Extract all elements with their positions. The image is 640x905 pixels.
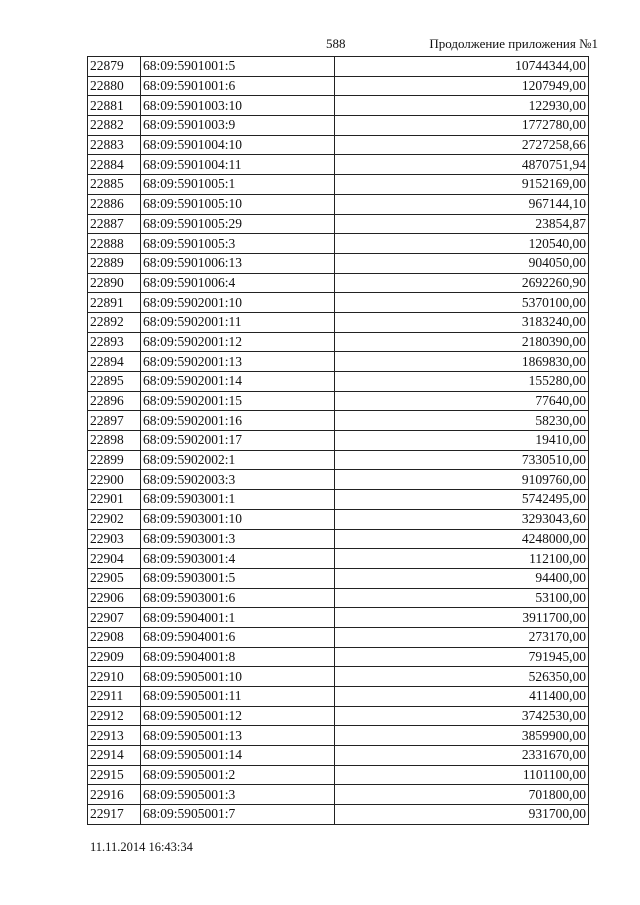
cadastral-number: 68:09:5901005:29	[141, 214, 335, 234]
row-number: 22900	[88, 470, 141, 490]
table-body	[88, 57, 589, 825]
cadastral-value: 3183240,00	[335, 312, 589, 332]
table-row	[88, 293, 589, 313]
cadastral-value: 3742530,00	[335, 706, 589, 726]
row-number: 22893	[88, 332, 141, 352]
cadastral-number: 68:09:5901005:10	[141, 194, 335, 214]
table-row	[88, 470, 589, 490]
table-row	[88, 273, 589, 293]
cadastral-value: 112100,00	[335, 549, 589, 569]
cadastral-number: 68:09:5905001:10	[141, 667, 335, 687]
table-row	[88, 568, 589, 588]
table-row	[88, 509, 589, 529]
cadastral-number: 68:09:5903001:5	[141, 568, 335, 588]
cadastral-number: 68:09:5904001:8	[141, 647, 335, 667]
cadastral-number: 68:09:5901001:6	[141, 76, 335, 96]
cadastral-number: 68:09:5901006:13	[141, 253, 335, 273]
row-number: 22885	[88, 175, 141, 195]
cadastral-value: 701800,00	[335, 785, 589, 805]
row-number: 22904	[88, 549, 141, 569]
cadastral-value: 23854,87	[335, 214, 589, 234]
cadastral-value: 9109760,00	[335, 470, 589, 490]
cadastral-value: 5742495,00	[335, 490, 589, 510]
cadastral-number: 68:09:5902001:13	[141, 352, 335, 372]
cadastral-value: 1207949,00	[335, 76, 589, 96]
row-number: 22912	[88, 706, 141, 726]
cadastral-value: 931700,00	[335, 805, 589, 825]
table-row	[88, 549, 589, 569]
cadastral-number: 68:09:5905001:11	[141, 687, 335, 707]
cadastral-value: 3293043,60	[335, 509, 589, 529]
row-number: 22906	[88, 588, 141, 608]
cadastral-number: 68:09:5905001:14	[141, 746, 335, 766]
row-number: 22916	[88, 785, 141, 805]
cadastral-value: 411400,00	[335, 687, 589, 707]
table-row	[88, 234, 589, 254]
cadastral-value: 4870751,94	[335, 155, 589, 175]
cadastral-number: 68:09:5904001:6	[141, 627, 335, 647]
table-row	[88, 627, 589, 647]
table-row	[88, 175, 589, 195]
cadastral-value: 967144,10	[335, 194, 589, 214]
table-row	[88, 529, 589, 549]
table-row	[88, 588, 589, 608]
cadastral-number: 68:09:5902001:14	[141, 372, 335, 392]
table-row	[88, 647, 589, 667]
row-number: 22917	[88, 805, 141, 825]
cadastral-number: 68:09:5902001:17	[141, 431, 335, 451]
row-number: 22890	[88, 273, 141, 293]
row-number: 22895	[88, 372, 141, 392]
row-number: 22881	[88, 96, 141, 116]
row-number: 22911	[88, 687, 141, 707]
cadastral-number: 68:09:5901005:3	[141, 234, 335, 254]
cadastral-number: 68:09:5903001:1	[141, 490, 335, 510]
cadastral-number: 68:09:5905001:3	[141, 785, 335, 805]
cadastral-number: 68:09:5901005:1	[141, 175, 335, 195]
cadastral-value: 58230,00	[335, 411, 589, 431]
cadastral-number: 68:09:5903001:3	[141, 529, 335, 549]
table-row	[88, 746, 589, 766]
row-number: 22901	[88, 490, 141, 510]
cadastral-value: 1772780,00	[335, 116, 589, 136]
row-number: 22896	[88, 391, 141, 411]
row-number: 22915	[88, 765, 141, 785]
row-number: 22892	[88, 312, 141, 332]
row-number: 22884	[88, 155, 141, 175]
cadastral-value: 122930,00	[335, 96, 589, 116]
cadastral-value: 791945,00	[335, 647, 589, 667]
row-number: 22909	[88, 647, 141, 667]
row-number: 22898	[88, 431, 141, 451]
cadastral-value: 273170,00	[335, 627, 589, 647]
row-number: 22889	[88, 253, 141, 273]
cadastral-value: 2331670,00	[335, 746, 589, 766]
cadastral-number: 68:09:5905001:2	[141, 765, 335, 785]
cadastral-number: 68:09:5901004:11	[141, 155, 335, 175]
cadastral-number: 68:09:5901001:5	[141, 57, 335, 77]
table-row	[88, 372, 589, 392]
table-row	[88, 667, 589, 687]
cadastral-value: 4248000,00	[335, 529, 589, 549]
cadastral-number: 68:09:5905001:12	[141, 706, 335, 726]
cadastral-number: 68:09:5904001:1	[141, 608, 335, 628]
table-row	[88, 608, 589, 628]
table-row	[88, 805, 589, 825]
cadastral-number: 68:09:5902001:11	[141, 312, 335, 332]
table-row	[88, 214, 589, 234]
cadastral-value: 2727258,66	[335, 135, 589, 155]
cadastral-value: 1869830,00	[335, 352, 589, 372]
row-number: 22880	[88, 76, 141, 96]
cadastral-number: 68:09:5902001:15	[141, 391, 335, 411]
row-number: 22913	[88, 726, 141, 746]
cadastral-number: 68:09:5902002:1	[141, 450, 335, 470]
table-row	[88, 431, 589, 451]
table-row	[88, 765, 589, 785]
cadastral-number: 68:09:5901004:10	[141, 135, 335, 155]
cadastral-number: 68:09:5901006:4	[141, 273, 335, 293]
cadastral-number: 68:09:5901003:9	[141, 116, 335, 136]
row-number: 22899	[88, 450, 141, 470]
cadastral-number: 68:09:5902001:16	[141, 411, 335, 431]
row-number: 22914	[88, 746, 141, 766]
row-number: 22907	[88, 608, 141, 628]
row-number: 22903	[88, 529, 141, 549]
table-row	[88, 785, 589, 805]
table-row	[88, 76, 589, 96]
table-row	[88, 194, 589, 214]
cadastral-value: 10744344,00	[335, 57, 589, 77]
cadastral-value: 94400,00	[335, 568, 589, 588]
row-number: 22879	[88, 57, 141, 77]
cadastral-value: 7330510,00	[335, 450, 589, 470]
row-number: 22888	[88, 234, 141, 254]
cadastral-number: 68:09:5901003:10	[141, 96, 335, 116]
cadastral-value: 53100,00	[335, 588, 589, 608]
table-row	[88, 352, 589, 372]
table-row	[88, 450, 589, 470]
row-number: 22887	[88, 214, 141, 234]
cadastral-number: 68:09:5905001:13	[141, 726, 335, 746]
page-heading: Продолжение приложения №1	[429, 36, 598, 51]
cadastral-number: 68:09:5903001:10	[141, 509, 335, 529]
cadastral-value-table	[87, 56, 589, 825]
table-row	[88, 687, 589, 707]
table-row	[88, 135, 589, 155]
row-number: 22905	[88, 568, 141, 588]
cadastral-value: 2692260,90	[335, 273, 589, 293]
cadastral-value: 155280,00	[335, 372, 589, 392]
cadastral-value: 1101100,00	[335, 765, 589, 785]
cadastral-value: 526350,00	[335, 667, 589, 687]
table-row	[88, 490, 589, 510]
table-row	[88, 391, 589, 411]
table-row	[88, 155, 589, 175]
table-row	[88, 332, 589, 352]
table-row	[88, 726, 589, 746]
cadastral-value: 904050,00	[335, 253, 589, 273]
row-number: 22908	[88, 627, 141, 647]
table-row	[88, 706, 589, 726]
row-number: 22897	[88, 411, 141, 431]
cadastral-value: 2180390,00	[335, 332, 589, 352]
cadastral-number: 68:09:5902001:10	[141, 293, 335, 313]
table-row	[88, 411, 589, 431]
cadastral-value: 19410,00	[335, 431, 589, 451]
cadastral-value: 77640,00	[335, 391, 589, 411]
cadastral-number: 68:09:5903001:6	[141, 588, 335, 608]
row-number: 22902	[88, 509, 141, 529]
row-number: 22883	[88, 135, 141, 155]
table-row	[88, 312, 589, 332]
footer-timestamp: 11.11.2014 16:43:34	[90, 840, 193, 854]
cadastral-number: 68:09:5902001:12	[141, 332, 335, 352]
table-row	[88, 116, 589, 136]
row-number: 22882	[88, 116, 141, 136]
cadastral-value: 3859900,00	[335, 726, 589, 746]
cadastral-number: 68:09:5902003:3	[141, 470, 335, 490]
row-number: 22886	[88, 194, 141, 214]
row-number: 22894	[88, 352, 141, 372]
row-number: 22910	[88, 667, 141, 687]
page-number: 588	[326, 36, 346, 51]
table-row	[88, 253, 589, 273]
cadastral-value: 5370100,00	[335, 293, 589, 313]
cadastral-value: 9152169,00	[335, 175, 589, 195]
cadastral-number: 68:09:5905001:7	[141, 805, 335, 825]
cadastral-value: 3911700,00	[335, 608, 589, 628]
table-row	[88, 96, 589, 116]
cadastral-value: 120540,00	[335, 234, 589, 254]
row-number: 22891	[88, 293, 141, 313]
table-row	[88, 57, 589, 77]
cadastral-number: 68:09:5903001:4	[141, 549, 335, 569]
